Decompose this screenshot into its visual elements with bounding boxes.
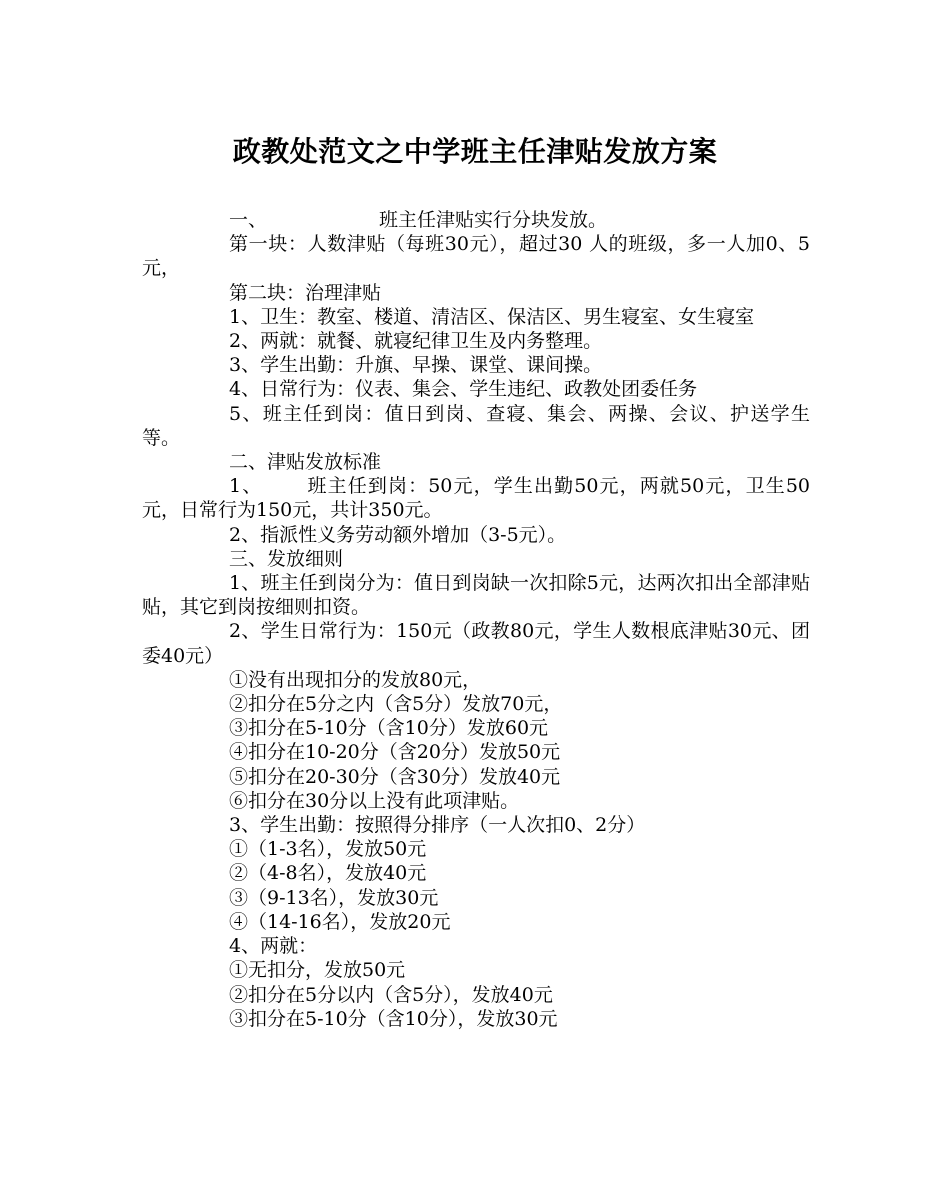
paragraph: ④（14-16名），发放20元 [229,910,451,933]
paragraph: 3、学生出勤：按照得分排序（一人次扣0、2分） [229,814,646,837]
document-body [142,208,810,1031]
paragraph: 4、两就： [229,935,318,958]
document-title: 政教处范文之中学班主任津贴发放方案 [232,135,718,168]
paragraph: ⑤扣分在20-30分（含30分）发放40元 [229,765,561,788]
paragraph: ②（4-8名），发放40元 [229,862,427,885]
paragraph-lead: 一、 [229,209,268,231]
paragraph: 1、卫生：教室、楼道、清洁区、保洁区、男生寝室、女生寝室 [229,305,755,328]
paragraph: 2、指派性义务劳动额外增加（3-5元）。 [229,523,567,546]
paragraph: 1、班主任到岗分为：值日到岗缺一次扣除5元，达两次扣出全部津贴贴，其它到岗按细则扣资。 [142,572,810,619]
paragraph: 2、学生日常行为：150元（政教80元，学生人数根底津贴30元、团委40元） [142,620,810,667]
paragraph: ①（1-3名），发放50元 [229,838,427,861]
paragraph: ③扣分在5-10分（含10分）发放60元 [229,717,549,740]
paragraph: ②扣分在5分之内（含5分）发放70元， [229,693,563,716]
paragraph-lead: 1、 [229,475,263,498]
paragraph: ①没有出现扣分的发放80元， [229,668,482,691]
paragraph: 2、两就：就餐、就寝纪律卫生及内务整理。 [229,330,603,353]
paragraph: 5、班主任到岗：值日到岗、查寝、集会、两操、会议、护送学生等。 [142,402,810,449]
paragraph: 第二块：治理津贴 [229,281,382,304]
paragraph: 第一块：人数津贴（每班30元），超过30 人的班级，多一人加0、5元， [142,233,810,280]
paragraph: 3、学生出勤：升旗、早操、课堂、课间操。 [229,354,603,377]
paragraph: 三、发放细则 [229,547,344,570]
paragraph: ⑥扣分在30分以上没有此项津贴。 [229,789,520,812]
paragraph: 4、日常行为：仪表、集会、学生违纪、政教处团委任务 [229,378,698,401]
paragraph-text: 班主任到岗：50元，学生出勤50元，两就50元，卫生50元，日常行为150元，共计350元。 [142,475,810,522]
paragraph: 二、津贴发放标准 [229,451,382,474]
paragraph: ④扣分在10-20分（含20分）发放50元 [229,741,561,764]
paragraph: ①无扣分，发放50元 [229,959,406,982]
paragraph [142,474,810,522]
paragraph: ③（9-13名），发放30元 [229,886,439,909]
paragraph [142,208,810,232]
paragraph: ②扣分在5分以内（含5分），发放40元 [229,983,553,1006]
paragraph: ③扣分在5-10分（含10分），发放30元 [229,1007,558,1030]
paragraph-text: 班主任津贴实行分块发放。 [379,209,608,231]
